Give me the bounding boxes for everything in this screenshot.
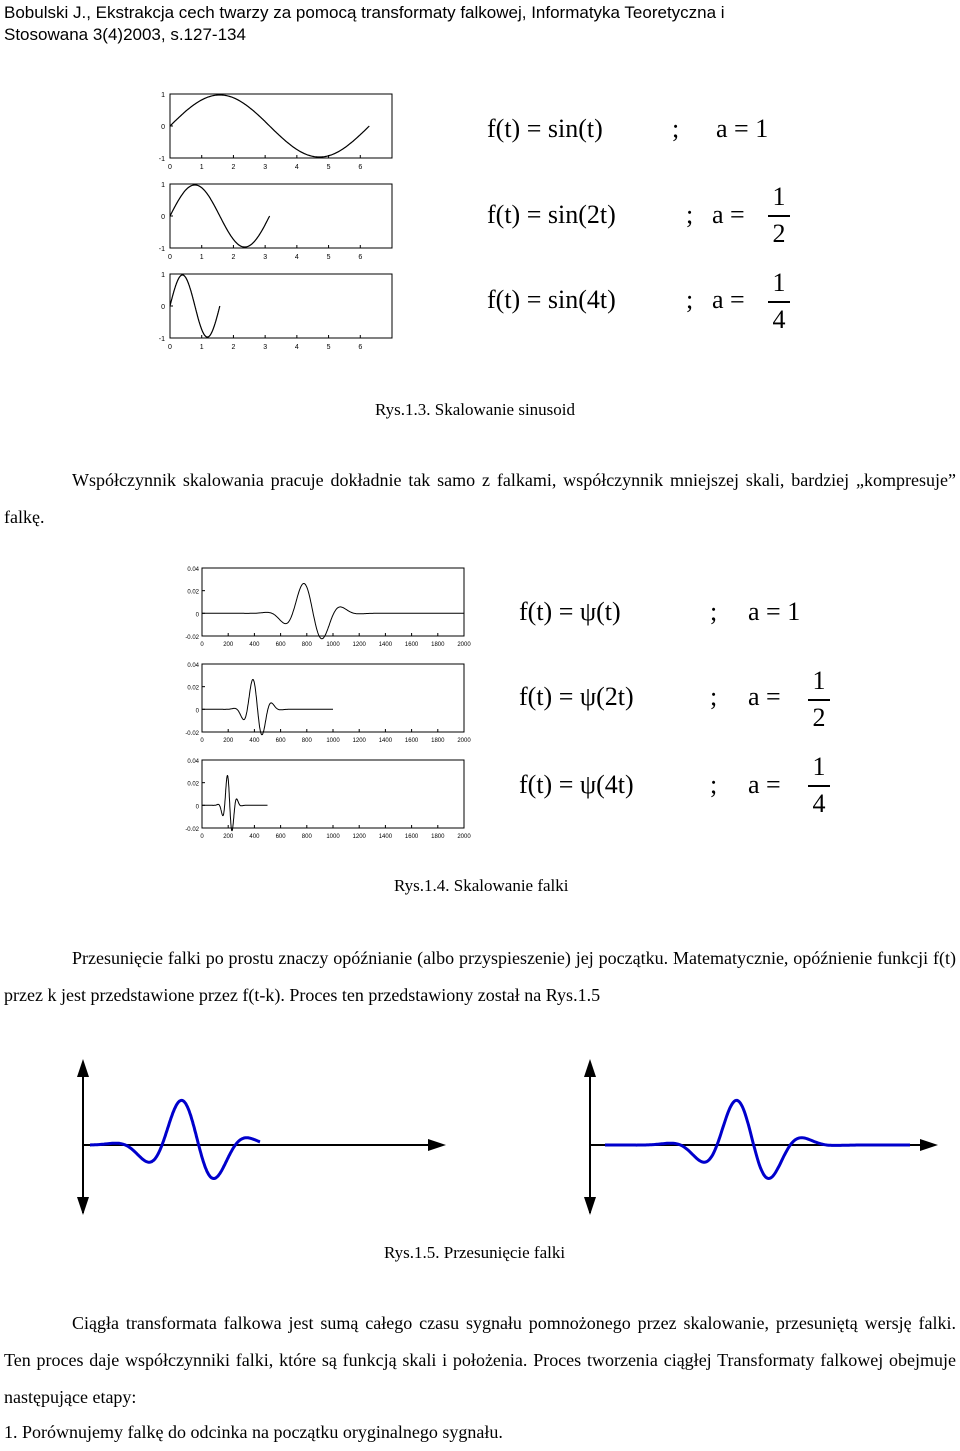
fraction-denominator: 2 bbox=[772, 219, 786, 248]
arrow-right-icon bbox=[428, 1139, 446, 1151]
formula-psi-t: f(t) = ψ(t) bbox=[519, 597, 621, 626]
paragraph-1-text: Współczynnik skalowania pracuje dokładnie tak samo z falkami, współczynnik mniejszej skali, bardziej „kompresuje” falkę. bbox=[4, 470, 956, 527]
fraction-numerator: 1 bbox=[812, 752, 826, 781]
x-tick-label: 600 bbox=[275, 834, 286, 840]
x-tick-label: 0 bbox=[200, 642, 204, 648]
x-tick-label: 1000 bbox=[326, 834, 340, 840]
x-tick-label: 3 bbox=[263, 254, 268, 261]
formula-sep: ; bbox=[686, 200, 694, 229]
y-tick-label: -0.02 bbox=[185, 827, 199, 833]
x-tick-label: 4 bbox=[294, 164, 299, 171]
x-tick-label: 2000 bbox=[457, 642, 471, 648]
figure2-caption: Rys.1.4. Skalowanie falki bbox=[394, 876, 569, 895]
x-tick-label: 1 bbox=[199, 254, 204, 261]
x-tick-label: 1000 bbox=[326, 738, 340, 744]
y-tick-label: 0.02 bbox=[187, 589, 199, 596]
paragraph-1 bbox=[4, 462, 956, 536]
x-tick-label: 0 bbox=[168, 164, 172, 171]
x-tick-label: 1800 bbox=[431, 738, 445, 744]
wavelet-curve bbox=[90, 1100, 260, 1178]
x-tick-label: 1800 bbox=[431, 642, 445, 648]
figure-sinusoid-plots bbox=[150, 88, 400, 360]
plot-frame bbox=[170, 274, 392, 338]
x-tick-label: 800 bbox=[301, 834, 312, 840]
fraction-bar bbox=[768, 301, 790, 303]
arrow-down-icon bbox=[584, 1197, 596, 1215]
wavelet-curve bbox=[202, 776, 268, 831]
x-tick-label: 400 bbox=[249, 738, 260, 744]
x-tick-label: 3 bbox=[263, 164, 268, 171]
arrow-right-icon bbox=[920, 1139, 938, 1151]
x-tick-label: 600 bbox=[275, 738, 286, 744]
x-tick-label: 1600 bbox=[404, 834, 419, 840]
formula-a: a = bbox=[712, 285, 745, 314]
x-tick-label: 4 bbox=[294, 344, 299, 351]
y-tick-label: 0 bbox=[195, 708, 199, 715]
x-tick-label: 0 bbox=[168, 344, 172, 351]
formula-sep: ; bbox=[672, 114, 680, 143]
header-line-2: Stosowana 3(4)2003, s.127-134 bbox=[4, 25, 246, 44]
arrow-up-icon bbox=[77, 1059, 89, 1077]
x-tick-label: 1 bbox=[199, 164, 204, 171]
formula-lhs: f(t) = sin(t) bbox=[487, 114, 603, 143]
x-tick-label: 1400 bbox=[378, 834, 393, 840]
right-axes bbox=[584, 1059, 938, 1215]
y-tick-label: 0.04 bbox=[187, 567, 199, 573]
formula-sep: ; bbox=[710, 682, 718, 711]
formula-sep: ; bbox=[710, 597, 718, 626]
y-tick-label: 0.02 bbox=[187, 685, 199, 692]
x-tick-label: 1 bbox=[199, 344, 204, 351]
plot-frame bbox=[202, 568, 464, 636]
x-tick-label: 2 bbox=[231, 164, 236, 171]
figure-shifted-wavelets bbox=[60, 1055, 940, 1215]
formula-a: a = 1 bbox=[748, 597, 801, 626]
header-line-1: Bobulski J., Ekstrakcja cech twarzy za pomocą transformaty falkowej, Informatyka Teoretyczna i bbox=[4, 3, 725, 22]
paragraph-2 bbox=[4, 940, 956, 1014]
fraction-denominator: 4 bbox=[772, 305, 786, 334]
fraction-bar bbox=[808, 699, 830, 701]
formula-psi-2t: f(t) = ψ(2t) bbox=[519, 682, 634, 711]
fraction-denominator: 2 bbox=[812, 703, 826, 732]
sine-curve bbox=[170, 185, 270, 247]
formula-psi-4t: f(t) = ψ(4t) bbox=[519, 770, 634, 799]
formula-a: a = bbox=[748, 770, 781, 799]
y-tick-label: 0.04 bbox=[187, 759, 199, 765]
y-tick-label: -0.02 bbox=[185, 731, 199, 737]
figure1-caption: Rys.1.3. Skalowanie sinusoid bbox=[375, 400, 576, 419]
x-tick-label: 600 bbox=[275, 642, 286, 648]
x-tick-label: 200 bbox=[223, 738, 234, 744]
y-tick-label: 1 bbox=[161, 182, 165, 189]
figure3-caption: Rys.1.5. Przesunięcie falki bbox=[384, 1243, 566, 1262]
x-tick-label: 1200 bbox=[352, 642, 366, 648]
y-tick-label: 0.02 bbox=[187, 781, 199, 788]
paragraph-2-text: Przesunięcie falki po prostu znaczy opóźnianie (albo przyspieszenie) jej początku. Matematycznie, opóźnienie funkcji f(t) przez k jest przedstawione przez f(t-k). Proces ten przedstawiony został na Rys.1.5 bbox=[4, 948, 956, 1005]
x-tick-label: 6 bbox=[358, 254, 363, 261]
fraction-numerator: 1 bbox=[772, 182, 786, 211]
x-tick-label: 2 bbox=[231, 344, 236, 351]
x-tick-label: 5 bbox=[326, 164, 331, 171]
x-tick-label: 3 bbox=[263, 344, 268, 351]
x-tick-label: 800 bbox=[301, 738, 312, 744]
x-tick-label: 6 bbox=[358, 164, 363, 171]
fraction-numerator: 1 bbox=[772, 268, 786, 297]
x-tick-label: 5 bbox=[326, 254, 331, 261]
arrow-up-icon bbox=[584, 1059, 596, 1077]
y-tick-label: 0 bbox=[195, 804, 199, 811]
formula-a: a = bbox=[712, 200, 745, 229]
list-item-1: 1. Porównujemy falkę do odcinka na początku oryginalnego sygnału. bbox=[4, 1422, 503, 1442]
figure-wavelet-plots bbox=[172, 562, 472, 844]
paragraph-3-text: Ciągła transformata falkowa jest sumą całego czasu sygnału pomnożonego przez skalowanie, przesuniętą wersję falki. Ten proces daje współczynniki falki, które są funkcją skali i położenia. Proces tworzenia ciągłej Transformaty falkowej obejmuje następujące etapy: bbox=[4, 1313, 956, 1407]
x-tick-label: 4 bbox=[294, 254, 299, 261]
y-tick-label: -1 bbox=[158, 156, 165, 163]
y-tick-label: 0 bbox=[195, 612, 199, 619]
x-tick-label: 2000 bbox=[457, 834, 471, 840]
formula-sin-4t: f(t) = sin(4t) bbox=[487, 285, 616, 314]
sine-curve bbox=[170, 95, 369, 157]
formula-a: a = 1 bbox=[716, 114, 769, 143]
x-tick-label: 1800 bbox=[431, 834, 445, 840]
wavelet-curve-shifted bbox=[605, 1100, 910, 1178]
wavelet-curve bbox=[202, 584, 464, 639]
plot-frame bbox=[202, 760, 464, 828]
y-tick-label: 0.04 bbox=[187, 663, 199, 669]
x-tick-label: 400 bbox=[249, 642, 260, 648]
plot-frame bbox=[170, 184, 392, 248]
fraction-numerator: 1 bbox=[812, 666, 826, 695]
y-tick-label: 0 bbox=[161, 304, 165, 311]
paragraph-3 bbox=[4, 1305, 956, 1416]
formula-sin-2t: f(t) = sin(2t) bbox=[487, 200, 616, 229]
left-axes bbox=[77, 1059, 446, 1215]
x-tick-label: 400 bbox=[249, 834, 260, 840]
sine-curve bbox=[170, 275, 220, 337]
plot-frame bbox=[202, 664, 464, 732]
x-tick-label: 1400 bbox=[378, 738, 393, 744]
y-tick-label: 1 bbox=[161, 92, 165, 99]
fraction-bar bbox=[768, 215, 790, 217]
y-tick-label: 0 bbox=[161, 214, 165, 221]
x-tick-label: 200 bbox=[223, 642, 234, 648]
y-tick-label: -0.02 bbox=[185, 635, 199, 641]
fraction-bar bbox=[808, 785, 830, 787]
wavelet-curve bbox=[202, 680, 333, 735]
paper-header bbox=[4, 2, 954, 46]
y-tick-label: -1 bbox=[158, 246, 165, 253]
y-tick-label: 1 bbox=[161, 272, 165, 279]
x-tick-label: 0 bbox=[200, 834, 204, 840]
x-tick-label: 1400 bbox=[378, 642, 393, 648]
x-tick-label: 1600 bbox=[404, 738, 419, 744]
formula-sin-t bbox=[487, 114, 603, 144]
y-tick-label: -1 bbox=[158, 336, 165, 343]
formula-sep: ; bbox=[710, 770, 718, 799]
x-tick-label: 1200 bbox=[352, 834, 366, 840]
fraction-denominator: 4 bbox=[812, 789, 826, 818]
x-tick-label: 5 bbox=[326, 344, 331, 351]
formula-a: a = bbox=[748, 682, 781, 711]
x-tick-label: 200 bbox=[223, 834, 234, 840]
x-tick-label: 1200 bbox=[352, 738, 366, 744]
x-tick-label: 1000 bbox=[326, 642, 340, 648]
arrow-down-icon bbox=[77, 1197, 89, 1215]
x-tick-label: 6 bbox=[358, 344, 363, 351]
x-tick-label: 1600 bbox=[404, 642, 419, 648]
y-tick-label: 0 bbox=[161, 124, 165, 131]
x-tick-label: 0 bbox=[168, 254, 172, 261]
plot-frame bbox=[170, 94, 392, 158]
x-tick-label: 2000 bbox=[457, 738, 471, 744]
x-tick-label: 2 bbox=[231, 254, 236, 261]
x-tick-label: 800 bbox=[301, 642, 312, 648]
x-tick-label: 0 bbox=[200, 738, 204, 744]
formula-sep: ; bbox=[686, 285, 694, 314]
